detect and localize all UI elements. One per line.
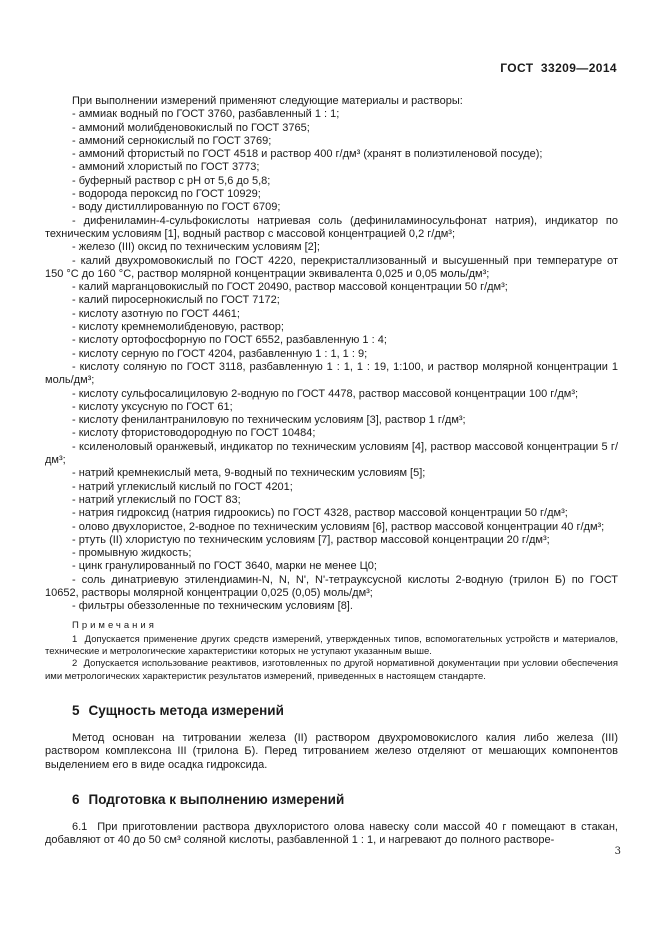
material-list-item: - натрий кремнекислый мета, 9-водный по техническим условиям [5];: [72, 467, 426, 480]
intro-paragraph: При выполнении измерений применяют следующие материалы и растворы:: [72, 95, 463, 107]
section-6-heading: [45, 791, 618, 808]
material-list-item: - кислоту кремнемолибденовую, раствор;: [72, 321, 284, 334]
material-list-item: - дифениламин-4-сульфокислоты натриевая соль (дефиниламиносульфонат натрия), индикатор по техническим условиям [1], водный раствор с массовой концентрацией 0,2 г/дм³;: [45, 214, 618, 240]
material-list-item: - воду дистиллированную по ГОСТ 6709;: [72, 201, 281, 214]
material-list-item: - промывную жидкость;: [72, 547, 192, 560]
material-list-item: - натрий углекислый по ГОСТ 83;: [72, 493, 241, 506]
materials-list: [45, 108, 618, 613]
material-list-item: - кислоту уксусную по ГОСТ 61;: [72, 400, 233, 413]
material-list-item: - олово двухлористое, 2-водное по техническим условиям [6], раствор массовой концентрации 40 г/дм³;: [72, 520, 605, 533]
material-list-item: - кислоту фтористоводородную по ГОСТ 10484;: [72, 427, 316, 440]
standard-designation: ГОСТ 33209—2014: [500, 61, 617, 75]
notes-title: Примечания: [72, 619, 157, 631]
note-item-2: 2 Допускается использование реактивов, изготовленных по другой нормативной документации при условии обеспечения ими метрологических характеристик результатов измерений, приведенных в настоящем стандарте.: [45, 658, 618, 682]
section-5-title: Сущность метода измерений: [88, 703, 284, 719]
section-6-title: Подготовка к выполнению измерений: [88, 791, 345, 807]
page-content: [45, 95, 618, 848]
notes-block: [45, 620, 618, 683]
material-list-item: - цинк гранулированный по ГОСТ 3640, марки не менее Ц0;: [72, 560, 377, 573]
material-list-item: - водорода пероксид по ГОСТ 10929;: [72, 188, 261, 201]
material-list-item: - натрий углекислый кислый по ГОСТ 4201;: [72, 480, 293, 493]
material-list-item: - фильтры обеззоленные по техническим условиям [8].: [72, 600, 353, 613]
material-list-item: - кислоту ортофосфорную по ГОСТ 6552, разбавленную 1 : 4;: [72, 334, 387, 347]
material-list-item: - соль динатриевую этилендиамин-N, N, N', N'-тетрауксусной кислоты 2-водную (трилон Б) по ГОСТ 10652, растворы молярной концентрации 0,025 (0,05) моль/дм³;: [45, 573, 618, 599]
section-5-number: 5: [72, 703, 80, 719]
section-5-paragraph: Метод основан на титровании железа (II) раствором двухромовокислого калия либо железа (III) раствором комплексона III (трилона Б). Перед титрованием железо отделяют от мешающих компонентов выделением его в виде осадка гидроксида.: [45, 732, 618, 771]
material-list-item: - аммиак водный по ГОСТ 3760, разбавленный 1 : 1;: [72, 108, 340, 121]
material-list-item: - калий марганцовокислый по ГОСТ 20490, раствор массовой концентрации 50 г/дм³;: [72, 281, 508, 294]
material-list-item: - ксиленоловый оранжевый, индикатор по техническим условиям [4], раствор массовой концентрации 5 г/дм³;: [45, 440, 618, 467]
note-item-1: 1 Допускается применение других средств измерений, утвержденных типов, вспомогательных устройств и материалов, технические и метрологические характеристики которых не уступают указанным выше.: [45, 633, 618, 658]
material-list-item: - кислоту фенилантраниловую по техническим условиям [3], раствор 1 г/дм³;: [72, 414, 466, 427]
material-list-item: - калий двухромовокислый по ГОСТ 4220, перекристаллизованный и высушенный при температуре от 150 °С до 160 °С, раствор молярной концентрации эквивалента 0,025 и 0,05 моль/дм³;: [45, 254, 618, 280]
material-list-item: - буферный раствор с pH от 5,6 до 5,8;: [72, 174, 271, 187]
section-5-heading: [45, 702, 618, 719]
material-list-item: - кислоту сульфосалициловую 2-водную по ГОСТ 4478, раствор массовой концентрации 100 г/дм³;: [72, 387, 579, 400]
material-list-item: - ртуть (II) хлористую по техническим условиям [7], раствор массовой концентрации 20 г/дм³;: [72, 533, 550, 546]
material-list-item: - аммоний сернокислый по ГОСТ 3769;: [72, 134, 272, 147]
material-list-item: - кислоту соляную по ГОСТ 3118, разбавленную 1 : 1, 1 : 19, 1:100, и раствор молярной концентрации 1 моль/дм³;: [45, 360, 618, 387]
material-list-item: - натрия гидроксид (натрия гидроокись) по ГОСТ 4328, раствор массовой концентрации 50 г/дм³;: [72, 507, 568, 520]
page-number: 3: [614, 846, 621, 857]
material-list-item: - калий пиросернокислый по ГОСТ 7172;: [72, 294, 280, 307]
material-list-item: - аммоний молибденовокислый по ГОСТ 3765;: [72, 121, 310, 134]
section-6-paragraph: 6.1 При приготовлении раствора двухлористого олова навеску соли массой 40 г помещают в стакан, добавляют от 40 до 50 см³ соляной кислоты, разбавленной 1 : 1, и нагревают до полного растворе-: [45, 820, 618, 847]
material-list-item: - аммоний хлористый по ГОСТ 3773;: [72, 161, 260, 174]
material-list-item: - кислоту серную по ГОСТ 4204, разбавленную 1 : 1, 1 : 9;: [72, 347, 368, 360]
material-list-item: - кислоту азотную по ГОСТ 4461;: [72, 307, 240, 320]
section-6-number: 6: [72, 791, 80, 807]
material-list-item: - железо (III) оксид по техническим условиям [2];: [72, 241, 320, 254]
material-list-item: - аммоний фтористый по ГОСТ 4518 и раствор 400 г/дм³ (хранят в полиэтиленовой посуде);: [72, 148, 543, 161]
